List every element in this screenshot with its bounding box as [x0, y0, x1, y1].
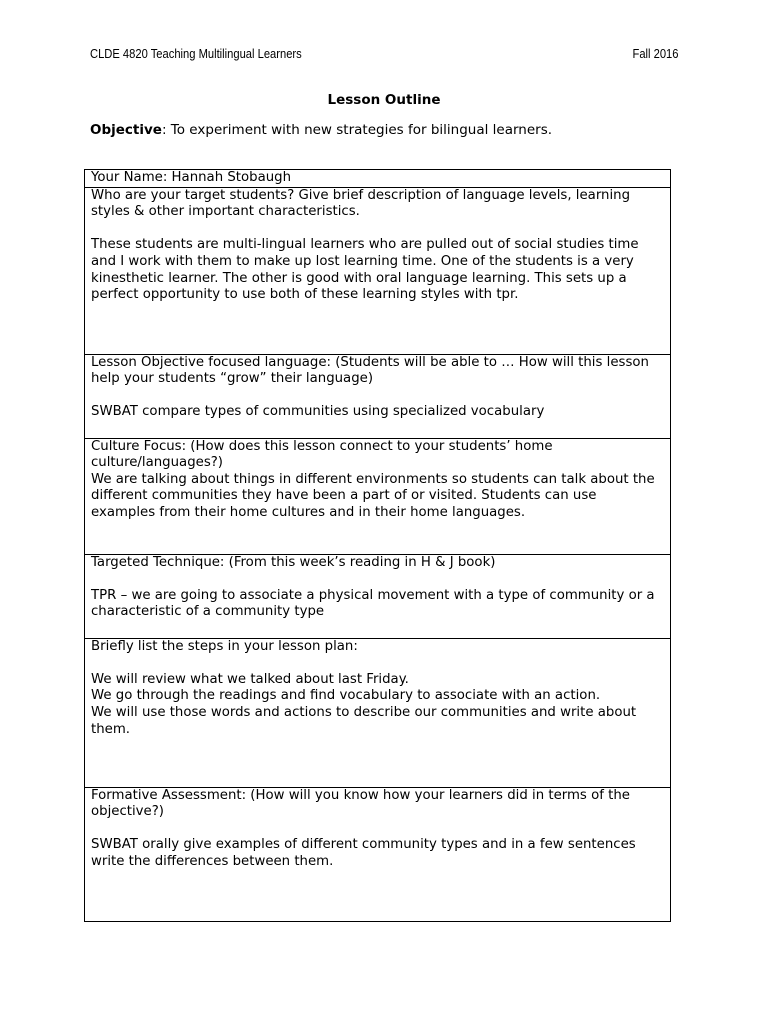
table-row	[85, 354, 671, 438]
formative-assessment-cell	[85, 787, 671, 921]
target-students-cell	[85, 187, 671, 354]
targeted-technique-cell	[85, 554, 671, 638]
lesson-steps-prompt: Briefly list the steps in your lesson plan:	[91, 638, 358, 654]
culture-focus-prompt: Culture Focus: (How does this lesson connect to your students’ home culture/languages?)	[91, 438, 553, 471]
objective-text: : To experiment with new strategies for bilingual learners.	[161, 122, 553, 138]
table-row	[85, 438, 671, 554]
culture-focus-cell	[85, 438, 671, 554]
table-row	[85, 638, 671, 787]
objective-language-prompt: Lesson Objective focused language: (Students will be able to … How will this lesson help your students “grow” their language)	[91, 354, 649, 387]
objective-language-cell	[85, 354, 671, 438]
formative-assessment-answer: SWBAT orally give examples of different community types and in a few sentences write the differences between them.	[91, 837, 636, 869]
table-row	[85, 170, 671, 188]
table-row	[85, 187, 671, 354]
name-text: Your Name: Hannah Stobaugh	[91, 170, 292, 185]
objective-language-answer: SWBAT compare types of communities using specialized vocabulary	[91, 404, 545, 420]
lesson-outline-table	[84, 169, 671, 922]
objective-label: Objective	[90, 122, 162, 138]
document-title: Lesson Outline	[327, 92, 441, 108]
term-header: Fall 2016	[632, 46, 678, 61]
target-students-answer: These students are multi-lingual learners who are pulled out of social studies time and I work with them to make up lost learning time. One of the students is a very kinesthetic learner. The other is good with oral language learning. This sets up a perfect opportunity to use both of these learning styles with tpr.	[91, 237, 639, 303]
lesson-step-item: We will review what we talked about last Friday.	[91, 671, 409, 687]
table-row	[85, 554, 671, 638]
formative-assessment-prompt: Formative Assessment: (How will you know how your learners did in terms of the objective?)	[91, 787, 630, 820]
lesson-step-item: We will use those words and actions to describe our communities and write about them.	[91, 704, 637, 737]
targeted-technique-answer: TPR – we are going to associate a physical movement with a type of community or a characteristic of a community type	[91, 587, 655, 620]
course-header: CLDE 4820 Teaching Multilingual Learners	[90, 46, 302, 61]
name-cell	[85, 170, 671, 188]
table-row	[85, 787, 671, 921]
target-students-prompt: Who are your target students? Give brief description of language levels, learning styles & other important characteristics.	[91, 187, 631, 220]
culture-focus-answer: We are talking about things in different environments so students can talk about the different communities they have been a part of or visited. Students can use examples from their home cultures and in their home languages.	[91, 471, 655, 520]
lesson-steps-cell	[85, 638, 671, 787]
targeted-technique-prompt: Targeted Technique: (From this week’s reading in H & J book)	[91, 554, 496, 570]
objective-line	[90, 122, 552, 138]
lesson-step-item: We go through the readings and find vocabulary to associate with an action.	[91, 688, 601, 704]
